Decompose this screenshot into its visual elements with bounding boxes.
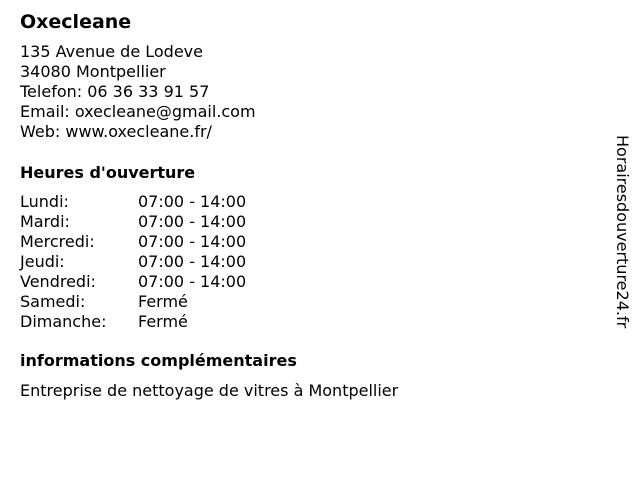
day-label: Dimanche:	[20, 312, 107, 331]
opening-hours-heading: Heures d'ouverture	[20, 163, 196, 182]
day-label: Lundi:	[20, 192, 69, 211]
day-label: Mardi:	[20, 212, 70, 231]
phone-number: Telefon: 06 36 33 91 57	[20, 82, 210, 101]
hours-row-tuesday	[20, 212, 580, 232]
website: Web: www.oxecleane.fr/	[20, 122, 212, 141]
day-hours: 07:00 - 14:00	[138, 232, 247, 251]
day-label: Mercredi:	[20, 232, 95, 251]
additional-info-text: Entreprise de nettoyage de vitres à Montpellier	[20, 381, 399, 400]
hours-row-monday	[20, 192, 580, 212]
business-name: Oxecleane	[20, 11, 132, 33]
business-card	[20, 10, 580, 401]
opening-hours-table	[20, 192, 580, 332]
day-hours: 07:00 - 14:00	[138, 252, 247, 271]
email-address: Email: oxecleane@gmail.com	[20, 102, 256, 121]
hours-row-friday	[20, 272, 580, 292]
site-watermark: Horairesdouverture24.fr	[613, 135, 632, 329]
hours-row-saturday	[20, 292, 580, 312]
hours-row-thursday	[20, 252, 580, 272]
day-label: Vendredi:	[20, 272, 96, 291]
day-hours: Fermé	[138, 292, 188, 311]
hours-row-wednesday	[20, 232, 580, 252]
city-address: 34080 Montpellier	[20, 62, 166, 81]
day-label: Jeudi:	[20, 252, 65, 271]
contact-details	[20, 42, 580, 142]
day-hours: 07:00 - 14:00	[138, 212, 247, 231]
day-hours: 07:00 - 14:00	[138, 192, 247, 211]
additional-info-heading: informations complémentaires	[20, 351, 297, 370]
hours-row-sunday	[20, 312, 580, 332]
street-address: 135 Avenue de Lodeve	[20, 42, 203, 61]
day-hours: Fermé	[138, 312, 188, 331]
day-label: Samedi:	[20, 292, 86, 311]
day-hours: 07:00 - 14:00	[138, 272, 247, 291]
